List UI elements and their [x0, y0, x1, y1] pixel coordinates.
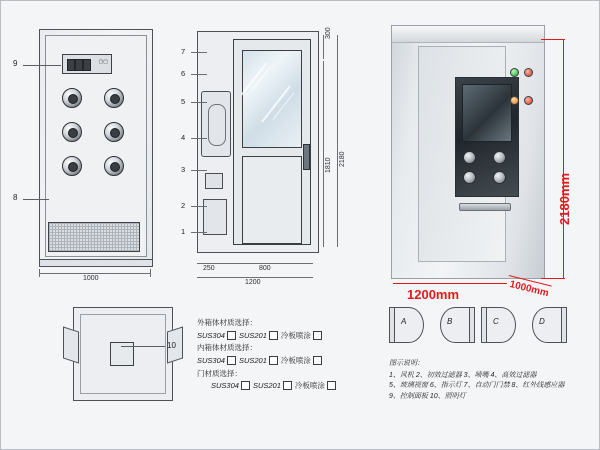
- spec-option-label: SUS201: [238, 355, 267, 365]
- door-swing-options: [389, 307, 567, 351]
- spec-option[interactable]: [211, 380, 250, 392]
- swing-arc: [394, 307, 424, 343]
- checkbox[interactable]: [313, 356, 322, 365]
- door-frame: [418, 46, 506, 262]
- indicator-lamp-red: [524, 68, 533, 77]
- side-section-view: [181, 27, 346, 286]
- front-width-dimension: 1000: [83, 275, 99, 282]
- swing-label: D: [539, 317, 545, 326]
- control-panel-label: ▢▢: [98, 59, 108, 65]
- callout-2: 2: [181, 201, 186, 210]
- nozzle: [463, 151, 476, 164]
- spec-option[interactable]: [197, 355, 236, 367]
- checkbox[interactable]: [269, 356, 278, 365]
- front-elevation-view: [13, 29, 151, 282]
- legend-item: 9、控制面板 10、照明灯: [389, 392, 466, 400]
- dimension-tick: [39, 269, 40, 277]
- dim-2180: 2180: [339, 151, 346, 167]
- checkbox[interactable]: [327, 381, 336, 390]
- nozzle: [62, 122, 82, 142]
- plan-body-outline: [73, 307, 173, 401]
- legend-item: 5、玻璃视窗 6、指示灯 7、自动门门禁 8、红外线感应器: [389, 382, 565, 389]
- spec-row-inner: [197, 355, 377, 367]
- spec-option[interactable]: [253, 380, 292, 392]
- spec-label-inner: 内箱体材质选择：: [197, 343, 257, 353]
- spec-row-door: [197, 380, 377, 392]
- callout-5: 5: [181, 97, 186, 106]
- height-dimension-label: 2180mm: [557, 172, 572, 225]
- swing-label: B: [447, 317, 453, 326]
- door-leaf: [233, 39, 311, 245]
- spec-option[interactable]: [295, 380, 336, 392]
- cabinet-base: [39, 259, 153, 267]
- spec-option[interactable]: [239, 355, 278, 367]
- door-wing-left: [63, 326, 79, 363]
- indicator-lamp-orange: [510, 96, 519, 105]
- checkbox[interactable]: [283, 381, 292, 390]
- spec-option[interactable]: [281, 355, 322, 367]
- callout-4: 4: [181, 133, 186, 142]
- callout-3: 3: [181, 165, 186, 174]
- spec-option[interactable]: [239, 330, 278, 342]
- product-photo: [391, 25, 572, 302]
- callout-8: 8: [13, 193, 18, 202]
- spec-row-outer: [197, 330, 377, 342]
- nozzle: [104, 88, 124, 108]
- spec-option[interactable]: [197, 330, 236, 342]
- checkbox[interactable]: [227, 331, 236, 340]
- spec-label-door: 门材质选择：: [197, 368, 242, 378]
- legend-block: [389, 359, 585, 402]
- height-dimension-line: [563, 39, 564, 279]
- spec-option-label: 冷板喷涂: [294, 381, 325, 391]
- swing-label: C: [493, 317, 499, 326]
- swing-arc: [440, 307, 470, 343]
- checkbox[interactable]: [241, 381, 250, 390]
- door-swing-option-c[interactable]: [481, 307, 519, 341]
- return-air-grille: [48, 222, 140, 252]
- checkbox[interactable]: [227, 356, 236, 365]
- callout-6: 6: [181, 69, 186, 78]
- leader-line: [23, 65, 61, 66]
- width-dimension-label: 1200mm: [407, 287, 460, 302]
- nozzle: [463, 171, 476, 184]
- spec-option-label: 冷板喷涂: [280, 330, 311, 340]
- dim-1200: 1200: [245, 279, 261, 286]
- depth-dimension-label: 1000mm: [508, 279, 550, 300]
- nozzle: [62, 156, 82, 176]
- spec-option-label: SUS304: [197, 355, 225, 365]
- swing-label: A: [401, 317, 407, 326]
- checkbox[interactable]: [313, 331, 322, 340]
- indicator-lamp-green: [510, 68, 519, 77]
- spec-option-label: SUS304: [197, 330, 225, 340]
- nozzle: [104, 156, 124, 176]
- dim-300: 300: [325, 27, 332, 39]
- dimension-line: [39, 273, 151, 274]
- width-dimension-line: [393, 283, 507, 284]
- door-handle: [303, 144, 310, 170]
- dim-250: 250: [203, 265, 215, 272]
- indicator-lamp-red2: [524, 96, 533, 105]
- dim-800: 800: [259, 265, 271, 272]
- dimension-tick: [150, 269, 151, 277]
- nozzle: [493, 151, 506, 164]
- spec-option-label: SUS201: [238, 330, 267, 340]
- legend-title: 图示说明：: [389, 360, 424, 367]
- view-window: [242, 50, 302, 148]
- door-swing-option-a[interactable]: [389, 307, 427, 341]
- interior-window: [462, 84, 512, 142]
- callout-1: 1: [181, 227, 186, 236]
- dim-1810: 1810: [325, 157, 332, 173]
- swing-arc: [532, 307, 562, 343]
- door-pull-handle: [459, 203, 511, 211]
- door-swing-option-b[interactable]: [435, 307, 473, 341]
- control-panel: [62, 54, 112, 74]
- spec-label-outer: 外箱体材质选择：: [197, 318, 257, 327]
- checkbox[interactable]: [269, 331, 278, 340]
- door-lower-panel: [242, 156, 302, 244]
- spec-option[interactable]: [281, 330, 322, 342]
- filter-box: [205, 173, 223, 189]
- plan-view: [63, 301, 181, 405]
- swing-arc: [486, 307, 516, 343]
- spec-option-label: SUS304: [211, 381, 239, 391]
- spec-option-label: SUS201: [252, 381, 281, 391]
- leader-line: [23, 199, 49, 200]
- nozzle: [493, 171, 506, 184]
- material-spec-block: [197, 317, 377, 393]
- nozzle: [62, 88, 82, 108]
- nozzle: [104, 122, 124, 142]
- legend-item: 1、风机 2、初效过滤器 3、喷嘴 4、高效过滤器: [389, 371, 537, 379]
- spec-option-label: 冷板喷涂: [280, 355, 311, 365]
- door-swing-option-d[interactable]: [527, 307, 565, 341]
- lower-equipment-box: [203, 199, 227, 235]
- roof-panel: [392, 26, 544, 43]
- fan-assembly: [201, 91, 231, 157]
- air-shower-room: [391, 25, 545, 279]
- callout-10: 10: [167, 341, 176, 350]
- callout-9: 9: [13, 59, 18, 68]
- callout-7: 7: [181, 47, 186, 56]
